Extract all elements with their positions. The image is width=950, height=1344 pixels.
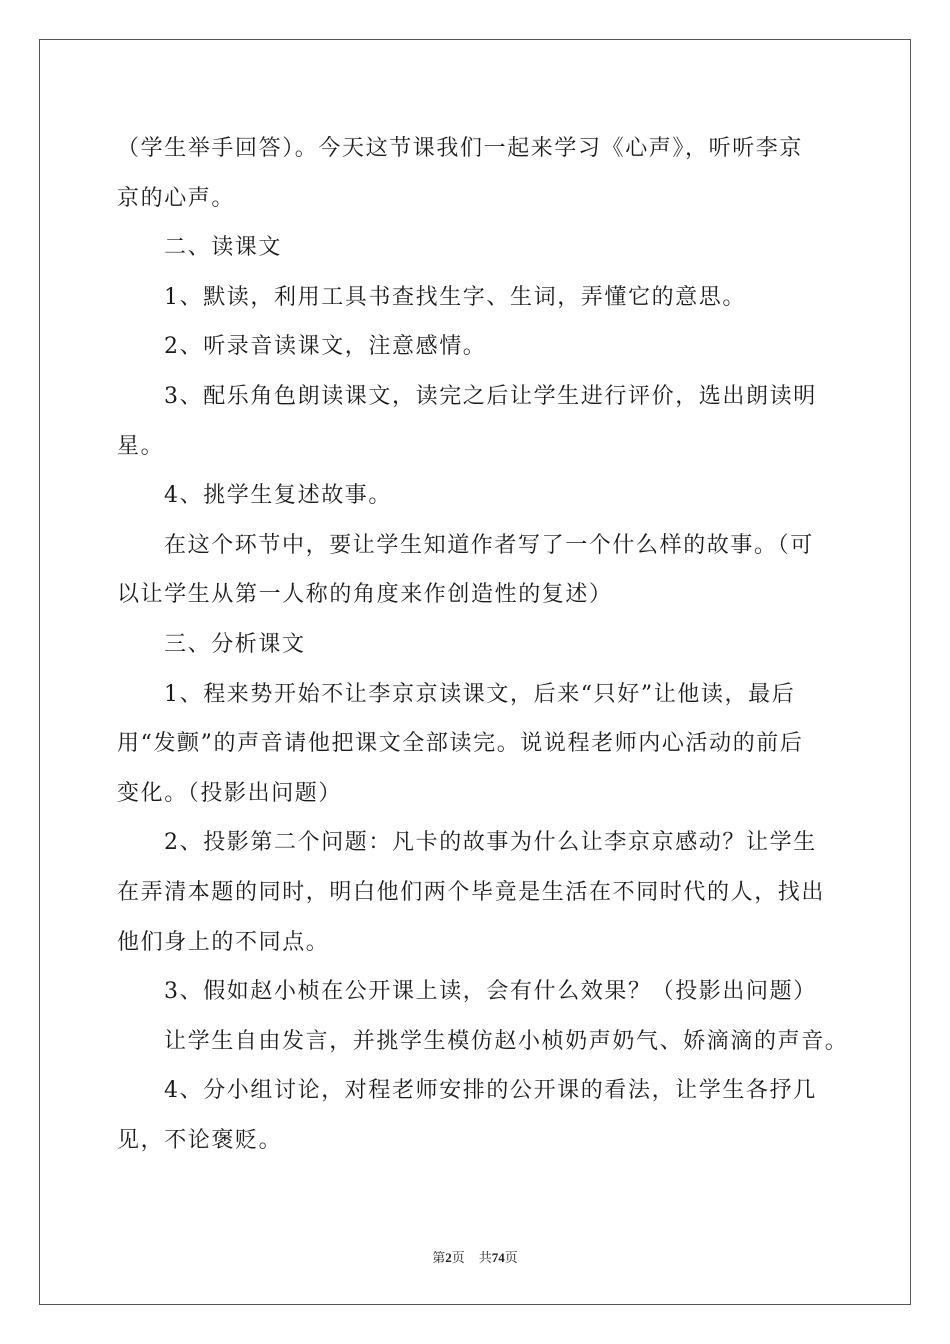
text-line: 用“发颤”的声音请他把课文全部读完。说说程老师内心活动的前后 bbox=[117, 731, 804, 757]
text-line: 2、听录音读课文，注意感情。 bbox=[164, 334, 487, 360]
text-line: 变化。（投影出问题） bbox=[117, 780, 343, 806]
text-line: 3、配乐角色朗读课文，读完之后让学生进行评价，选出朗读明 bbox=[164, 383, 817, 409]
total-prefix: 共 bbox=[478, 1250, 492, 1265]
text-line: 3、假如赵小桢在公开课上读，会有什么效果？（投影出问题） bbox=[164, 979, 817, 1005]
text-line: 1、默读，利用工具书查找生字、生词，弄懂它的意思。 bbox=[164, 284, 746, 310]
page-footer bbox=[0, 1247, 950, 1266]
page-suffix: 页 bbox=[451, 1250, 465, 1265]
text-line: 在弄清本题的同时，明白他们两个毕竟是生活在不同时代的人，找出 bbox=[117, 879, 826, 905]
text-line: 京的心声。 bbox=[117, 185, 236, 211]
page-prefix: 第 bbox=[432, 1250, 446, 1265]
section-heading: 三、分析课文 bbox=[164, 631, 306, 657]
text-line: 在这个环节中，要让学生知道作者写了一个什么样的故事。（可 bbox=[164, 532, 814, 558]
document-body bbox=[117, 124, 849, 1165]
page-number: 2 bbox=[445, 1250, 452, 1265]
text-line: 见，不论褒贬。 bbox=[117, 1127, 283, 1153]
text-line: 4、分小组讨论，对程老师安排的公开课的看法，让学生各抒几 bbox=[164, 1078, 817, 1104]
text-line: 让学生自由发言，并挑学生模仿赵小桢奶声奶气、娇滴滴的声音。 bbox=[164, 1028, 849, 1054]
text-line: 星。 bbox=[117, 433, 165, 459]
text-line: 4、挑学生复述故事。 bbox=[164, 483, 392, 509]
section-heading: 二、读课文 bbox=[164, 235, 283, 261]
text-line: 以让学生从第一人称的角度来作创造性的复述） bbox=[117, 582, 613, 608]
text-line: 他们身上的不同点。 bbox=[117, 929, 330, 955]
text-line: 2、投影第二个问题：凡卡的故事为什么让李京京感动？让学生 bbox=[164, 830, 817, 856]
text-line: 1、程来势开始不让李京京读课文，后来“只好”让他读，最后 bbox=[164, 681, 796, 707]
total-suffix: 页 bbox=[504, 1250, 518, 1265]
total-pages: 74 bbox=[491, 1250, 505, 1265]
text-line: （学生举手回答）。今天这节课我们一起来学习《心声》，听听李京 bbox=[117, 136, 804, 161]
